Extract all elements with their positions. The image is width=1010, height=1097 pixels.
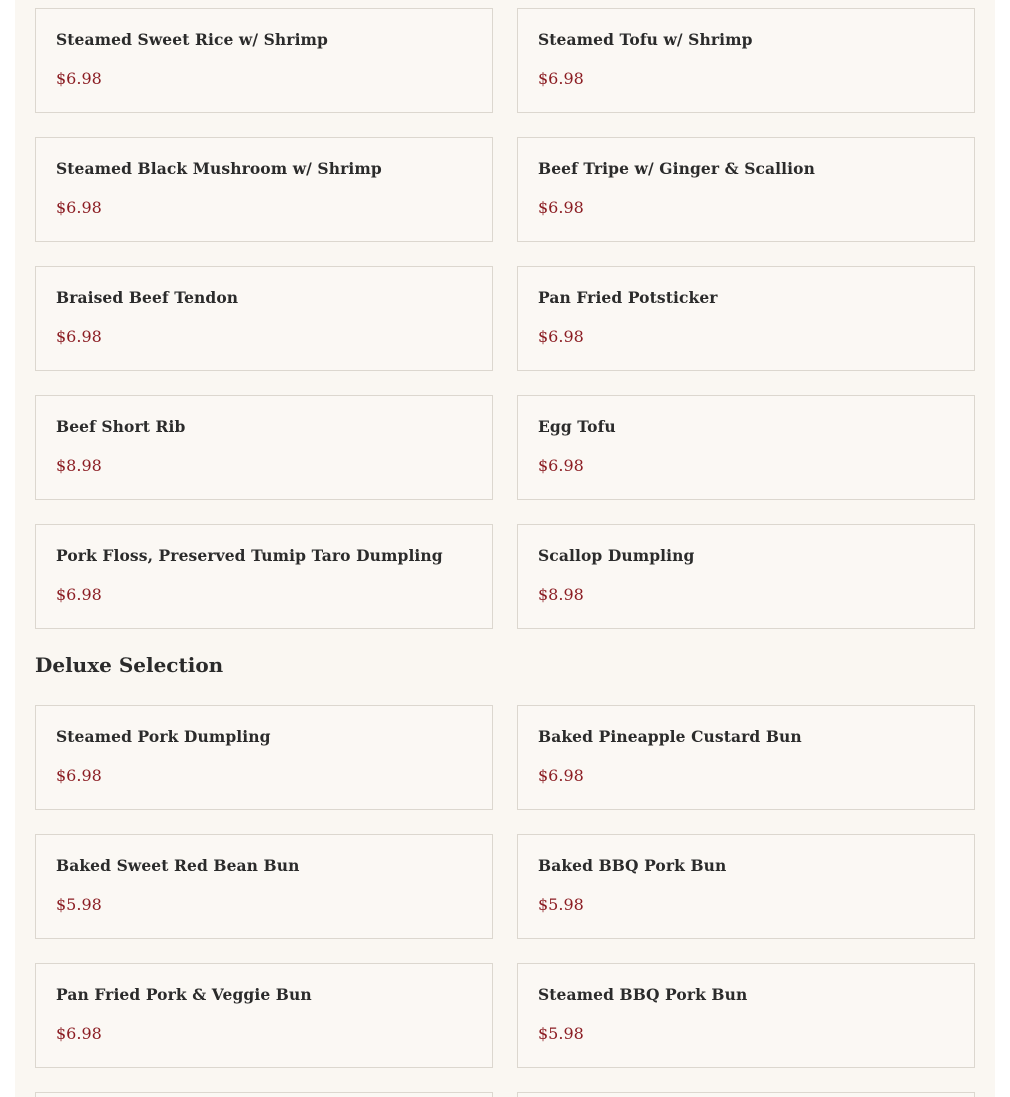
menu-item-price: $5.98 [538,895,584,914]
menu-item-card-partial[interactable] [517,1092,975,1097]
menu-item-name: Baked Sweet Red Bean Bun [56,856,300,875]
menu-item-name: Braised Beef Tendon [56,288,239,307]
menu-item-name: Scallop Dumpling [538,546,695,565]
menu-item-name: Pan Fried Pork & Veggie Bun [56,985,312,1004]
menu-item-card[interactable] [35,137,493,242]
menu-item-card[interactable] [517,266,975,371]
menu-item-price: $6.98 [538,198,584,217]
menu-item-name: Steamed Sweet Rice w/ Shrimp [56,30,328,49]
menu-item-name: Egg Tofu [538,417,616,436]
menu-item-price: $6.98 [538,456,584,475]
menu-item-name: Pan Fried Potsticker [538,288,718,307]
menu-item-card[interactable] [517,524,975,629]
menu-item-price: $6.98 [56,766,102,785]
menu-items-grid [35,8,975,629]
menu-item-card[interactable] [35,963,493,1068]
menu-item-name: Steamed BBQ Pork Bun [538,985,748,1004]
menu-item-price: $6.98 [538,69,584,88]
menu-item-card[interactable] [35,834,493,939]
menu-item-price: $6.98 [56,585,102,604]
menu-item-card[interactable] [517,963,975,1068]
menu-item-price: $6.98 [538,327,584,346]
menu-item-price: $8.98 [56,456,102,475]
menu-item-price: $5.98 [538,1024,584,1043]
menu-item-card[interactable] [35,395,493,500]
menu-item-price: $6.98 [538,766,584,785]
menu-item-card[interactable] [35,266,493,371]
menu-item-card[interactable] [517,834,975,939]
menu-item-name: Steamed Tofu w/ Shrimp [538,30,753,49]
menu-item-price: $6.98 [56,69,102,88]
menu-panel [15,0,995,1097]
menu-item-name: Steamed Black Mushroom w/ Shrimp [56,159,382,178]
menu-item-price: $6.98 [56,1024,102,1043]
menu-item-card[interactable] [517,137,975,242]
menu-item-name: Baked BBQ Pork Bun [538,856,727,875]
menu-item-price: $6.98 [56,198,102,217]
menu-item-card[interactable] [35,8,493,113]
menu-item-card[interactable] [35,705,493,810]
menu-item-name: Pork Floss, Preserved Tumip Taro Dumpling [56,546,443,565]
menu-item-card-partial[interactable] [35,1092,493,1097]
menu-item-card[interactable] [35,524,493,629]
menu-item-price: $6.98 [56,327,102,346]
menu-item-name: Baked Pineapple Custard Bun [538,727,802,746]
menu-item-name: Beef Tripe w/ Ginger & Scallion [538,159,815,178]
menu-item-price: $5.98 [56,895,102,914]
menu-item-price: $8.98 [538,585,584,604]
section-title-deluxe: Deluxe Selection [35,653,224,677]
menu-item-name: Steamed Pork Dumpling [56,727,271,746]
menu-item-card[interactable] [517,395,975,500]
menu-item-card[interactable] [517,705,975,810]
deluxe-items-grid [35,705,975,1097]
menu-item-card[interactable] [517,8,975,113]
menu-item-name: Beef Short Rib [56,417,186,436]
